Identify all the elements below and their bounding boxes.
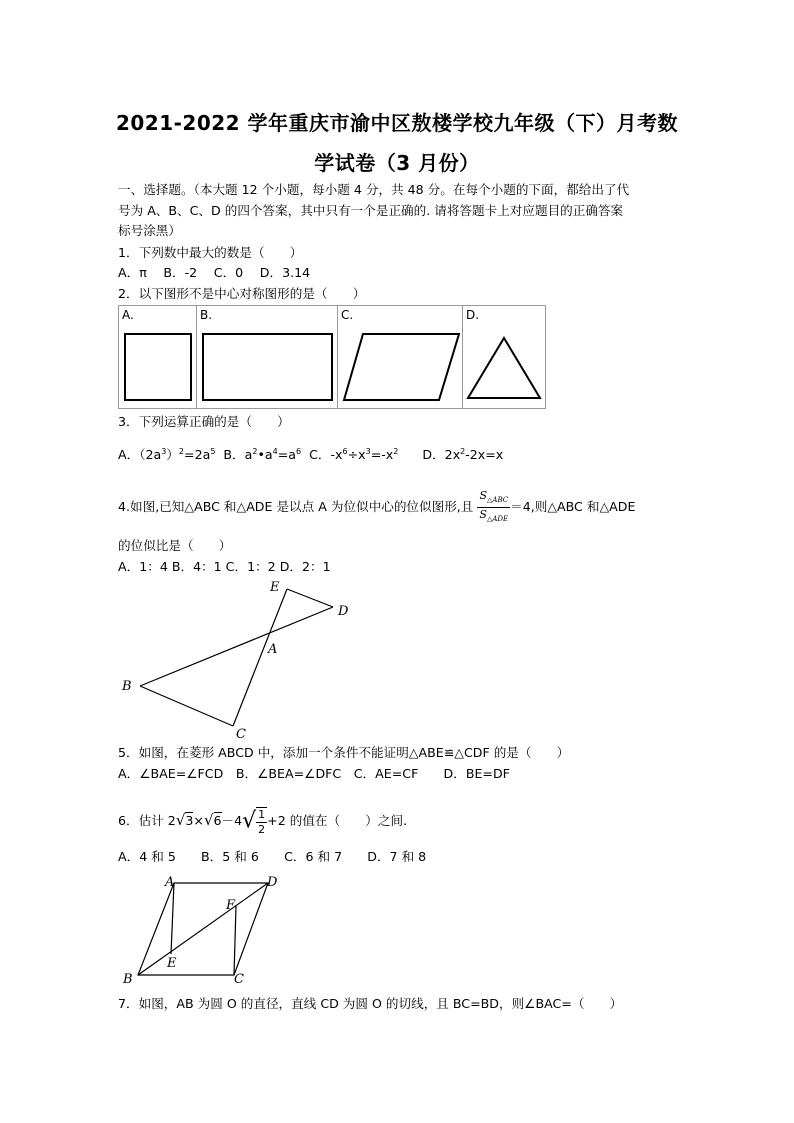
option-a-label: A.	[122, 308, 134, 322]
section-instructions-line-3: 标号涂黑）	[118, 223, 181, 238]
question-2-option-b-cell	[196, 305, 338, 409]
section-instructions-line-1: 一、选择题。（本大题 12 个小题，每小题 4 分，共 48 分。在每个小题的下面，都给出了代	[118, 182, 630, 197]
paper-title-line-1: 2021-2022 学年重庆市渝中区敖楼学校九年级（下）月考数	[115, 111, 679, 135]
question-7-stem: 7．如图，AB 为圆 O 的直径，直线 CD 为圆 O 的切线，且 BC=BD，则∠BAC=（ ）	[118, 996, 623, 1011]
question-6-stem: 6．估计 2√3×√6－4√ $\frac{1}{2}$ +2 的值在（ ）之间.	[118, 807, 408, 836]
point-c-label: C	[236, 727, 246, 742]
section-instructions-line-2: 号为 A、B、C、D 的四个答案，其中只有一个是正确的. 请将答题卡上对应题目的正确答案	[118, 203, 624, 218]
question-4-stem-line-2: 的位似比是（ ）	[118, 538, 232, 553]
question-6-figure	[115, 872, 285, 992]
question-4-stem: 4.如图,已知△ABC 和△ADE 是以点 A 为位似中心的位似图形,且 $\frac{S_{\triangle ABC}}{S_{\triangle ADE}}$ ＝4,则△ABC 和△ADE	[118, 489, 635, 526]
point-a-label: A	[268, 642, 278, 657]
point-b-label: B	[122, 679, 132, 694]
option-b-label: B.	[200, 308, 213, 322]
question-3-options: A．$(2a^3)^2=2a^5$ B．$a^2•a^4=a^6$ C．$-x^6\div x^3=-x^2$ D．$2x^2-2x=x$	[118, 447, 504, 463]
paper-title-line-2: 学试卷（3 月份）	[314, 151, 480, 175]
question-4-options: A．1：4 B．4：1 C．1：2 D．2：1	[118, 559, 331, 574]
question-5-options: A．∠BAE=∠FCD B．∠BEA=∠DFC C．AE=CF D．BE=DF	[118, 766, 510, 781]
question-3-stem: 3．下列运算正确的是（ ）	[118, 414, 290, 429]
point-c-label: C	[234, 972, 244, 987]
question-5-stem: 5．如图，在菱形 ABCD 中，添加一个条件不能证明△ABE≌△CDF 的是（ ）	[118, 745, 570, 760]
point-d-label: D	[267, 875, 278, 890]
question-4-figure	[110, 575, 370, 745]
option-c-label: C.	[341, 308, 354, 322]
point-a-label: A	[165, 875, 175, 890]
question-1-options: A．π B．-2 C．0 D．3.14	[118, 265, 311, 280]
area-ratio-fraction: $\frac{S_{\triangle ABC}}{S_{\triangle ADE}}$	[479, 489, 509, 524]
question-2-option-d-cell	[462, 305, 546, 409]
question-1-stem: 1．下列数中最大的数是（ ）	[118, 245, 303, 260]
option-d-label: D.	[466, 308, 480, 322]
rectangle-figure	[197, 306, 339, 410]
question-2-option-a-cell	[118, 305, 197, 409]
question-6-options: A．4 和 5 B．5 和 6 C．6 和 7 D．7 和 8	[118, 849, 427, 864]
point-e-label: E	[167, 956, 177, 971]
question-2-option-c-cell	[337, 305, 463, 409]
question-2-stem: 2．以下图形不是中心对称图形的是（ ）	[118, 286, 366, 301]
point-b-label: B	[123, 972, 133, 987]
point-d-label: D	[338, 604, 349, 619]
point-f-label: F	[226, 898, 236, 913]
parallelogram-figure	[338, 306, 464, 410]
point-e-label: E	[270, 580, 280, 595]
